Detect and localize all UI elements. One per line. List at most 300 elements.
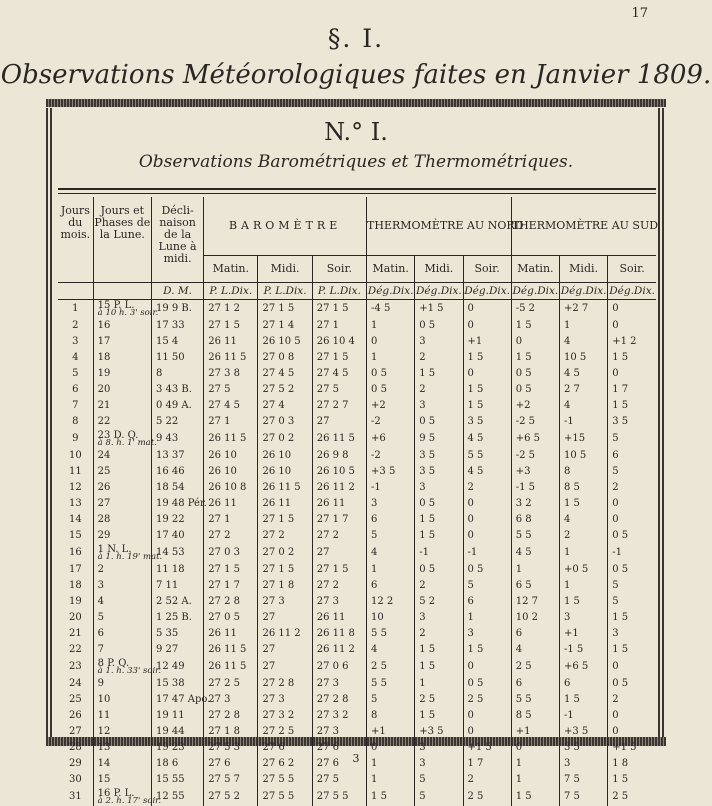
- bar-soir-cell: 27 2 7: [312, 398, 366, 414]
- declinaison-cell: 15 4: [151, 334, 203, 350]
- declinaison-cell: 12 49: [151, 658, 203, 676]
- tn-soir-cell: 4 5: [463, 464, 511, 480]
- tn-soir-cell: -1: [463, 544, 511, 562]
- bar-soir-cell: 27 3: [312, 594, 366, 610]
- bar-midi-cell: 27 1 8: [258, 578, 312, 594]
- ts-matin-cell: 1: [511, 772, 559, 788]
- tn-matin-cell: 12 2: [367, 594, 415, 610]
- bar-soir-cell: 27 2 8: [312, 692, 366, 708]
- day-cell: 16: [58, 544, 93, 562]
- tn-matin-cell: 8: [367, 708, 415, 724]
- tn-soir-cell: 2: [463, 480, 511, 496]
- phase-cell: [93, 366, 151, 382]
- ts-soir-cell: +1 5: [608, 740, 656, 756]
- unit-cell: Dég.Dix.: [415, 283, 463, 300]
- tn-soir-cell: 0: [463, 528, 511, 544]
- tn-midi-cell: -1: [415, 544, 463, 562]
- phase-label: 26: [98, 482, 111, 493]
- ts-soir-cell: 5: [608, 430, 656, 448]
- ts-midi-cell: 2: [559, 528, 607, 544]
- ts-soir-cell: 0: [608, 724, 656, 740]
- declinaison-cell: 7 11: [151, 578, 203, 594]
- ts-soir-cell: 0: [608, 658, 656, 676]
- day-cell: 20: [58, 610, 93, 626]
- tn-matin-cell: 4: [367, 544, 415, 562]
- bar-soir-cell: 26 11: [312, 610, 366, 626]
- ts-matin-cell: 12 7: [511, 594, 559, 610]
- day-cell: 9: [58, 430, 93, 448]
- bar-matin-cell: 26 11: [204, 496, 258, 512]
- bar-matin-cell: 27 1: [204, 414, 258, 430]
- declinaison-cell: 2 52 A.: [151, 594, 203, 610]
- ts-matin-cell: 0 5: [511, 382, 559, 398]
- ts-midi-cell: 6: [559, 676, 607, 692]
- declinaison-cell: 11 50: [151, 350, 203, 366]
- ts-soir-cell: -1: [608, 544, 656, 562]
- phase-cell: [93, 300, 151, 319]
- table-row: [58, 676, 656, 692]
- bar-midi-cell: 26 10: [258, 464, 312, 480]
- ts-midi-cell: 3: [559, 610, 607, 626]
- ts-matin-cell: 0: [511, 740, 559, 756]
- tn-matin-cell: 1: [367, 772, 415, 788]
- bar-soir-cell: 27 1 5: [312, 350, 366, 366]
- bar-matin-cell: 27 1: [204, 512, 258, 528]
- day-cell: 3: [58, 334, 93, 350]
- declinaison-cell: 19 48 Pér.: [151, 496, 203, 512]
- tn-midi-cell: 1 5: [415, 658, 463, 676]
- declinaison-cell: 5 22: [151, 414, 203, 430]
- bar-midi-cell: 27 0 3: [258, 414, 312, 430]
- header-tn-midi: Midi.: [415, 256, 463, 283]
- ts-midi-cell: 8 5: [559, 480, 607, 496]
- ts-soir-cell: 3 5: [608, 414, 656, 430]
- declinaison-cell: 18 54: [151, 480, 203, 496]
- bar-soir-cell: 26 9 8: [312, 448, 366, 464]
- ts-soir-cell: 1 7: [608, 382, 656, 398]
- bar-matin-cell: 26 11: [204, 626, 258, 642]
- tn-midi-cell: 3: [415, 398, 463, 414]
- phase-label: 21: [98, 400, 111, 411]
- tn-soir-cell: 0: [463, 658, 511, 676]
- bar-matin-cell: 27 0 3: [204, 544, 258, 562]
- unit-cell: Dég.Dix.: [511, 283, 559, 300]
- bar-matin-cell: 27 1 5: [204, 318, 258, 334]
- ts-matin-cell: -2 5: [511, 414, 559, 430]
- day-cell: 8: [58, 414, 93, 430]
- bar-matin-cell: 27 3 8: [204, 366, 258, 382]
- tn-matin-cell: 5 5: [367, 626, 415, 642]
- tn-midi-cell: 0 5: [415, 496, 463, 512]
- ts-matin-cell: 6 8: [511, 512, 559, 528]
- declinaison-cell: 13 37: [151, 448, 203, 464]
- ts-midi-cell: 8: [559, 464, 607, 480]
- declinaison-cell: 19 44: [151, 724, 203, 740]
- table-row: [58, 658, 656, 676]
- tn-midi-cell: 1 5: [415, 528, 463, 544]
- phase-cell: [93, 692, 151, 708]
- ts-matin-cell: 5 5: [511, 692, 559, 708]
- footer-signature: 3: [0, 752, 712, 765]
- bar-soir-cell: 26 11 5: [312, 430, 366, 448]
- phase-note: à 1. h. 19' mat.: [98, 553, 151, 562]
- bar-matin-cell: 27 1 7: [204, 578, 258, 594]
- day-cell: 13: [58, 496, 93, 512]
- page-title: Observations Météorologiques faites en Janvier 1809.: [0, 60, 712, 90]
- unit-cell: P. L.Dix.: [258, 283, 312, 300]
- declinaison-cell: 9 27: [151, 642, 203, 658]
- table-row: [58, 528, 656, 544]
- day-cell: 17: [58, 562, 93, 578]
- phase-cell: [93, 398, 151, 414]
- tn-midi-cell: 0 5: [415, 562, 463, 578]
- bar-midi-cell: 27 3: [258, 692, 312, 708]
- tn-matin-cell: +6: [367, 430, 415, 448]
- ts-soir-cell: 0 5: [608, 676, 656, 692]
- phase-cell: [93, 382, 151, 398]
- bar-midi-cell: 27 6 2: [258, 756, 312, 772]
- tn-matin-cell: 0 5: [367, 382, 415, 398]
- table-row: [58, 578, 656, 594]
- day-cell: 27: [58, 724, 93, 740]
- bar-soir-cell: 26 11 2: [312, 480, 366, 496]
- bar-matin-cell: 27 1 5: [204, 562, 258, 578]
- header-therm-nord: THERMOMÈTRE AU NORD: [367, 197, 512, 256]
- ts-soir-cell: 0: [608, 496, 656, 512]
- day-cell: 2: [58, 318, 93, 334]
- declinaison-cell: 17 33: [151, 318, 203, 334]
- header-therm-sud: THERMOMÈTRE AU SUD: [511, 197, 656, 256]
- tn-matin-cell: 5 5: [367, 676, 415, 692]
- tn-midi-cell: 3: [415, 480, 463, 496]
- declinaison-cell: 8: [151, 366, 203, 382]
- ts-matin-cell: 6: [511, 676, 559, 692]
- table-row: [58, 430, 656, 448]
- tn-soir-cell: 1 5: [463, 642, 511, 658]
- bar-midi-cell: 27 2: [258, 528, 312, 544]
- phase-cell: [93, 676, 151, 692]
- bar-midi-cell: 27 4: [258, 398, 312, 414]
- tn-soir-cell: 0: [463, 366, 511, 382]
- bar-soir-cell: 27 3 2: [312, 708, 366, 724]
- day-cell: 6: [58, 382, 93, 398]
- declinaison-cell: 19 11: [151, 708, 203, 724]
- bar-midi-cell: 27 3 2: [258, 708, 312, 724]
- ts-matin-cell: 0 5: [511, 366, 559, 382]
- ts-matin-cell: 1: [511, 562, 559, 578]
- bar-matin-cell: 26 11 5: [204, 350, 258, 366]
- tn-midi-cell: 1 5: [415, 708, 463, 724]
- unit-cell: Dég.Dix.: [608, 283, 656, 300]
- bar-matin-cell: 27 2 8: [204, 594, 258, 610]
- table-row: [58, 626, 656, 642]
- phase-label: 10: [98, 694, 111, 705]
- table-row: [58, 594, 656, 610]
- phase-note: à 10 h. 3' soir.: [98, 309, 151, 318]
- tn-midi-cell: 2: [415, 626, 463, 642]
- ts-matin-cell: 1: [511, 756, 559, 772]
- bar-midi-cell: 27 0 2: [258, 430, 312, 448]
- table-row: [58, 350, 656, 366]
- tn-midi-cell: 9 5: [415, 430, 463, 448]
- phase-label: 3: [98, 580, 104, 591]
- tn-soir-cell: 0: [463, 512, 511, 528]
- table-row: [58, 692, 656, 708]
- ts-matin-cell: +1: [511, 724, 559, 740]
- tn-soir-cell: 2 5: [463, 692, 511, 708]
- bar-soir-cell: 27: [312, 414, 366, 430]
- phase-cell: [93, 772, 151, 788]
- ts-midi-cell: 1 5: [559, 496, 607, 512]
- day-cell: 12: [58, 480, 93, 496]
- bar-midi-cell: 27 0 2: [258, 544, 312, 562]
- tn-matin-cell: +2: [367, 398, 415, 414]
- ts-midi-cell: 3 5: [559, 740, 607, 756]
- day-cell: 26: [58, 708, 93, 724]
- ts-soir-cell: 1 8: [608, 756, 656, 772]
- table-row: [58, 318, 656, 334]
- table-row: [58, 544, 656, 562]
- phase-cell: [93, 708, 151, 724]
- unit-cell: P. L.Dix.: [204, 283, 258, 300]
- ts-midi-cell: +3 5: [559, 724, 607, 740]
- ts-midi-cell: 1: [559, 578, 607, 594]
- phase-label: 14: [98, 758, 111, 769]
- header-ts-midi: Midi.: [559, 256, 607, 283]
- table-row: [58, 772, 656, 788]
- declinaison-cell: 3 43 B.: [151, 382, 203, 398]
- ts-midi-cell: 4: [559, 334, 607, 350]
- phase-cell: [93, 414, 151, 430]
- declinaison-cell: 15 55: [151, 772, 203, 788]
- ts-matin-cell: 10 2: [511, 610, 559, 626]
- ts-matin-cell: 6 5: [511, 578, 559, 594]
- tn-midi-cell: 2: [415, 382, 463, 398]
- tn-soir-cell: 4 5: [463, 430, 511, 448]
- bar-midi-cell: 26 11 5: [258, 480, 312, 496]
- bar-soir-cell: 27 4 5: [312, 366, 366, 382]
- bar-soir-cell: 27 5: [312, 772, 366, 788]
- ts-soir-cell: 0: [608, 366, 656, 382]
- tn-matin-cell: 0: [367, 740, 415, 756]
- ts-soir-cell: 0: [608, 512, 656, 528]
- table-row: [58, 496, 656, 512]
- bar-soir-cell: 27 5 5: [312, 788, 366, 806]
- table-body: [58, 300, 656, 806]
- tn-midi-cell: 2: [415, 350, 463, 366]
- bar-matin-cell: 26 11 5: [204, 642, 258, 658]
- tn-soir-cell: 0: [463, 300, 511, 319]
- phase-cell: [93, 512, 151, 528]
- phase-label: 11: [98, 710, 111, 721]
- bar-soir-cell: 27 6: [312, 740, 366, 756]
- phase-label: 25: [98, 466, 111, 477]
- ts-midi-cell: -1: [559, 708, 607, 724]
- tn-soir-cell: 0 5: [463, 562, 511, 578]
- bar-midi-cell: 27 5 5: [258, 772, 312, 788]
- bar-soir-cell: 27 2: [312, 578, 366, 594]
- unit-cell: Dég.Dix.: [559, 283, 607, 300]
- ts-soir-cell: 6: [608, 448, 656, 464]
- tn-soir-cell: 3: [463, 626, 511, 642]
- tn-matin-cell: 3: [367, 496, 415, 512]
- declinaison-cell: 19 22: [151, 512, 203, 528]
- tn-matin-cell: 2 5: [367, 658, 415, 676]
- ts-midi-cell: 1: [559, 544, 607, 562]
- ts-midi-cell: 7 5: [559, 788, 607, 806]
- tn-midi-cell: 3: [415, 334, 463, 350]
- ts-midi-cell: 1 5: [559, 594, 607, 610]
- bar-midi-cell: 27 4 5: [258, 366, 312, 382]
- tn-midi-cell: 1 5: [415, 512, 463, 528]
- header-bar-soir: Soir.: [312, 256, 366, 283]
- day-cell: 1: [58, 300, 93, 319]
- tn-soir-cell: 1 7: [463, 756, 511, 772]
- tn-matin-cell: 1: [367, 318, 415, 334]
- declinaison-cell: 18 6: [151, 756, 203, 772]
- tn-matin-cell: 0: [367, 334, 415, 350]
- phase-note: à 1. h. 33' soir.: [98, 667, 151, 676]
- bar-matin-cell: 27 5 7: [204, 772, 258, 788]
- day-cell: 14: [58, 512, 93, 528]
- tn-soir-cell: 2: [463, 772, 511, 788]
- tn-matin-cell: 6: [367, 512, 415, 528]
- bar-midi-cell: 26 11: [258, 496, 312, 512]
- ts-midi-cell: +6 5: [559, 658, 607, 676]
- phase-label: 5: [98, 612, 104, 623]
- header-jours-phases: Jours et Phases de la Lune.: [93, 197, 151, 283]
- table-number: N.° I.: [0, 118, 712, 146]
- ts-soir-cell: 3: [608, 626, 656, 642]
- phase-note: à 8. h. 1' mat.: [98, 439, 151, 448]
- phase-label: 16 P. L.: [98, 788, 135, 799]
- table-subtitle: Observations Barométriques et Thermométriques.: [0, 152, 712, 172]
- table-row: [58, 724, 656, 740]
- tn-midi-cell: 5: [415, 772, 463, 788]
- tn-midi-cell: 2: [415, 578, 463, 594]
- header-tn-soir: Soir.: [463, 256, 511, 283]
- bar-matin-cell: 27 4 5: [204, 398, 258, 414]
- tn-matin-cell: 0 5: [367, 366, 415, 382]
- table-row: [58, 414, 656, 430]
- ts-matin-cell: -2 5: [511, 448, 559, 464]
- bar-soir-cell: 26 11: [312, 496, 366, 512]
- tn-midi-cell: 0 5: [415, 414, 463, 430]
- bar-soir-cell: 26 10 5: [312, 464, 366, 480]
- ts-matin-cell: +3: [511, 464, 559, 480]
- table-row: [58, 708, 656, 724]
- ts-soir-cell: 5: [608, 578, 656, 594]
- day-cell: 21: [58, 626, 93, 642]
- bar-midi-cell: 27 2 5: [258, 724, 312, 740]
- day-cell: 23: [58, 658, 93, 676]
- day-cell: 24: [58, 676, 93, 692]
- bar-midi-cell: 27 1 5: [258, 300, 312, 319]
- ts-midi-cell: 2 7: [559, 382, 607, 398]
- bar-matin-cell: 26 11: [204, 334, 258, 350]
- bar-matin-cell: 27 2 5: [204, 676, 258, 692]
- declinaison-cell: 12 55: [151, 788, 203, 806]
- bar-soir-cell: 27 5: [312, 382, 366, 398]
- tn-midi-cell: 0 5: [415, 318, 463, 334]
- ts-soir-cell: 5: [608, 464, 656, 480]
- tn-soir-cell: 6: [463, 594, 511, 610]
- declinaison-cell: 1 25 B.: [151, 610, 203, 626]
- ts-soir-cell: 2: [608, 692, 656, 708]
- phase-label: 9: [98, 678, 104, 689]
- phase-cell: [93, 448, 151, 464]
- observations-table: [58, 197, 656, 806]
- bar-soir-cell: 26 11 8: [312, 626, 366, 642]
- phase-cell: [93, 642, 151, 658]
- bar-midi-cell: 27 1 5: [258, 562, 312, 578]
- header-barometre: BAROMÈTRE: [204, 197, 367, 256]
- phase-label: 8 P. Q.: [98, 658, 129, 669]
- ts-soir-cell: 0 5: [608, 562, 656, 578]
- day-cell: 4: [58, 350, 93, 366]
- ts-soir-cell: 1 5: [608, 398, 656, 414]
- ts-matin-cell: 1 5: [511, 788, 559, 806]
- ts-midi-cell: 10 5: [559, 350, 607, 366]
- phase-label: 15: [98, 774, 111, 785]
- bar-soir-cell: 27: [312, 544, 366, 562]
- header-declinaison: Décli-naison de la Lune à midi.: [151, 197, 203, 283]
- tn-midi-cell: 5 2: [415, 594, 463, 610]
- tn-soir-cell: 0: [463, 724, 511, 740]
- phase-label: 12: [98, 726, 111, 737]
- header-jours-du-mois: Jours du mois.: [58, 197, 93, 283]
- bar-midi-cell: 27 1 4: [258, 318, 312, 334]
- tn-soir-cell: 1 5: [463, 382, 511, 398]
- bar-matin-cell: 27 3: [204, 692, 258, 708]
- ts-midi-cell: 3: [559, 756, 607, 772]
- tn-midi-cell: 1: [415, 676, 463, 692]
- ts-midi-cell: +2 7: [559, 300, 607, 319]
- rule: [58, 193, 656, 194]
- table-row: [58, 788, 656, 806]
- ts-midi-cell: 1: [559, 318, 607, 334]
- ts-midi-cell: 7 5: [559, 772, 607, 788]
- ts-matin-cell: 8 5: [511, 708, 559, 724]
- ts-matin-cell: 1 5: [511, 318, 559, 334]
- tn-matin-cell: -2: [367, 448, 415, 464]
- header-bar-midi: Midi.: [258, 256, 312, 283]
- day-cell: 31: [58, 788, 93, 806]
- bar-matin-cell: 27 2 8: [204, 708, 258, 724]
- phase-cell: [93, 626, 151, 642]
- bar-soir-cell: 26 11 2: [312, 642, 366, 658]
- ts-midi-cell: +1: [559, 626, 607, 642]
- bar-soir-cell: 27 1 7: [312, 512, 366, 528]
- unit-cell: P. L.Dix.: [312, 283, 366, 300]
- ts-soir-cell: 1 5: [608, 350, 656, 366]
- phase-cell: [93, 528, 151, 544]
- phase-label: 1 N. L.: [98, 544, 132, 555]
- tn-midi-cell: 3: [415, 756, 463, 772]
- tn-soir-cell: 0: [463, 318, 511, 334]
- phase-label: 4: [98, 596, 104, 607]
- bar-matin-cell: 27 5 2: [204, 788, 258, 806]
- ts-soir-cell: 2: [608, 480, 656, 496]
- phase-label: 7: [98, 644, 104, 655]
- ts-soir-cell: 0: [608, 708, 656, 724]
- phase-cell: [93, 788, 151, 806]
- tn-matin-cell: 5: [367, 692, 415, 708]
- ts-matin-cell: +2: [511, 398, 559, 414]
- bar-matin-cell: 26 11 5: [204, 430, 258, 448]
- tn-matin-cell: -1: [367, 480, 415, 496]
- tn-midi-cell: 3 5: [415, 448, 463, 464]
